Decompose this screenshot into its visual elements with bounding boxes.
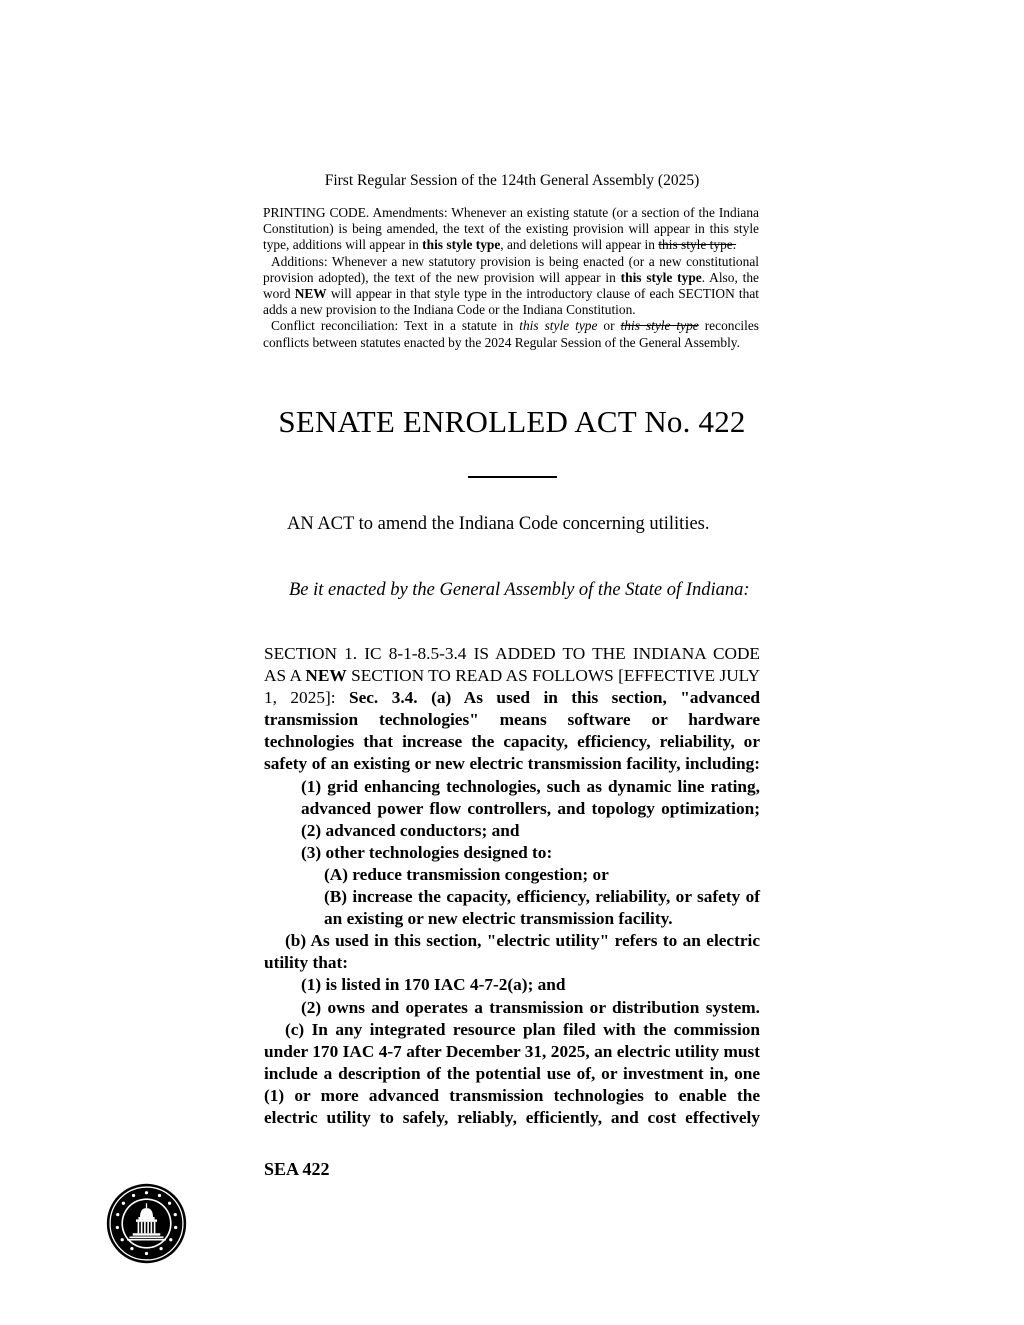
enacting-clause: Be it enacted by the General Assembly of the State of Indiana:	[289, 580, 750, 600]
printing-code-conflict: Conflict reconciliation: Text in a statute in this style type or this style type reconciles conflicts between statutes enacted by the 2024 Regular Session of the General Assembly.	[263, 318, 759, 350]
printing-code-amendments: PRINTING CODE. Amendments: Whenever an existing statute (or a section of the Indiana Constitution) is being amended, the text of the existing provision will appear in this style type, additions will appear in this style type, and deletions will appear in this style type.	[263, 205, 759, 253]
sublist-item: (A) reduce transmission congestion; or	[324, 864, 609, 884]
section-line: electric utility to safely, reliably, efficiently, and cost effectively	[264, 1107, 760, 1127]
indiana-state-seal-icon	[106, 1183, 187, 1264]
section-line: technologies that increase the capacity, efficiency, reliability, or	[264, 732, 760, 752]
bill-identifier: SEA 422	[264, 1159, 330, 1179]
sublist-item: an existing or new electric transmission facility.	[324, 909, 673, 929]
act-title: SENATE ENROLLED ACT No. 422	[278, 404, 746, 439]
act-description: AN ACT to amend the Indiana Code concerning utilities.	[287, 514, 710, 534]
title-rule	[468, 476, 557, 478]
list-item: advanced power flow controllers, and topology optimization;	[301, 798, 760, 818]
printing-code-notice	[263, 205, 759, 351]
section-line: utility that:	[264, 953, 349, 973]
section-1-body	[264, 643, 760, 1129]
section-line: under 170 IAC 4-7 after December 31, 2025, an electric utility must	[264, 1041, 760, 1061]
sublist-item: (B) increase the capacity, efficiency, reliability, or safety of	[324, 887, 760, 907]
section-line: transmission technologies" means software or hardware	[264, 710, 760, 730]
session-header: First Regular Session of the 124th General Assembly (2025)	[324, 172, 700, 189]
printing-code-additions: Additions: Whenever a new statutory provision is being enacted (or a new constitutional provision adopted), the text of the new provision will appear in this style type. Also, the word NEW will appear in that style type in the introductory clause of each SECTION that adds a new provision to the Indiana Code or the Indiana Constitution.	[263, 253, 760, 318]
section-line: SECTION 1. IC 8-1-8.5-3.4 IS ADDED TO THE INDIANA CODE	[264, 644, 760, 663]
section-line: (c) In any integrated resource plan filed with the commission	[285, 1019, 760, 1039]
list-item: (3) other technologies designed to:	[301, 842, 553, 862]
section-line: 1, 2025]: Sec. 3.4. (a) As used in this section, "advanced	[264, 688, 760, 708]
list-item: (1) grid enhancing technologies, such as dynamic line rating,	[301, 776, 760, 796]
section-line: safety of an existing or new electric transmission facility, including:	[264, 754, 760, 774]
section-line: (1) or more advanced transmission technologies to enable the	[264, 1085, 760, 1105]
section-line: include a description of the potential use of, or investment in, one	[264, 1063, 760, 1083]
list-item: (2) owns and operates a transmission or distribution system.	[301, 997, 760, 1017]
section-line: AS A NEW SECTION TO READ AS FOLLOWS [EFFECTIVE JULY	[264, 666, 760, 686]
list-item: (1) is listed in 170 IAC 4-7-2(a); and	[301, 975, 566, 995]
section-line: (b) As used in this section, "electric utility" refers to an electric	[285, 931, 760, 951]
list-item: (2) advanced conductors; and	[301, 820, 520, 840]
